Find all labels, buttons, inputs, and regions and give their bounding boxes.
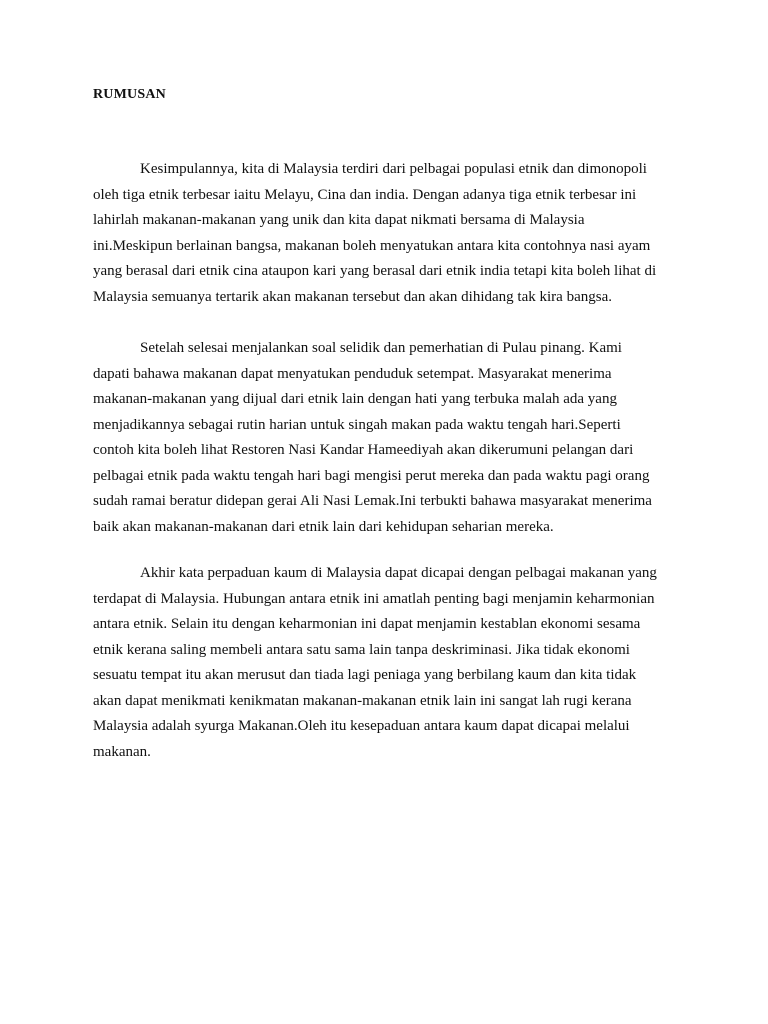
text-line: akan dapat menikmati kenikmatan makanan-makanan etnik lain ini sangat lah rugi kerana [93, 692, 632, 709]
text-line: menjadikannya sebagai rutin harian untuk singah makan pada waktu tengah hari.Seperti [93, 416, 621, 433]
text-line: Akhir kata perpaduan kaum di Malaysia dapat dicapai dengan pelbagai makanan yang [140, 565, 657, 581]
text-line: Kesimpulannya, kita di Malaysia terdiri dari pelbagai populasi etnik dan dimonopoli [140, 161, 647, 177]
text-line: makanan. [93, 743, 151, 760]
text-line: pelbagai etnik pada waktu tengah hari bagi mengisi perut mereka dan pada waktu pagi orang [93, 467, 650, 484]
text-line: etnik kerana saling membeli antara satu sama lain tanpa deskriminasi. Jika tidak ekonomi [93, 641, 630, 658]
text-line: terdapat di Malaysia. Hubungan antara etnik ini amatlah penting bagi menjamin keharmonian [93, 590, 655, 607]
text-line: Setelah selesai menjalankan soal selidik dan pemerhatian di Pulau pinang. Kami [140, 340, 622, 356]
text-line: antara etnik. Selain itu dengan keharmonian ini dapat menjamin kestablan ekonomi sesama [93, 616, 641, 632]
text-line: oleh tiga etnik terbesar iaitu Melayu, Cina dan india. Dengan adanya tiga etnik terbesar ini [93, 186, 637, 203]
text-line: ini.Meskipun berlainan bangsa, makanan boleh menyatukan antara kita contohnya nasi ayam [93, 237, 651, 254]
text-line: Malaysia semuanya tertarik akan makanan tersebut dan akan dihidang tak kira bangsa. [93, 288, 612, 305]
text-line: lahirlah makanan-makanan yang unik dan kita dapat nikmati bersama di Malaysia [93, 212, 585, 228]
paragraph-conclusion [93, 157, 681, 310]
text-line: Malaysia adalah syurga Makanan.Oleh itu kesepaduan antara kaum dapat dicapai melalui [93, 718, 630, 734]
paragraph-survey [93, 336, 681, 540]
document-heading: RUMUSAN [93, 87, 166, 102]
text-line: makanan-makanan yang dijual dari etnik lain dengan hati yang terbuka malah ada yang [93, 391, 617, 407]
text-line: sudah ramai beratur didepan gerai Ali Nasi Lemak.Ini terbukti bahawa masyarakat menerima [93, 493, 652, 509]
text-line: contoh kita boleh lihat Restoren Nasi Kandar Hameediyah akan dikerumuni pelangan dari [93, 442, 634, 458]
text-line: baik akan makanan-makanan dari etnik lain dari kehidupan seharian mereka. [93, 518, 554, 535]
text-line: sesuatu tempat itu akan merusut dan tiada lagi peniaga yang berbilang kaum dan kita tidak [93, 667, 637, 683]
text-line: dapati bahawa makanan dapat menyatukan penduduk setempat. Masyarakat menerima [93, 365, 612, 382]
paragraph-closing [93, 561, 681, 765]
text-line: yang berasal dari etnik cina ataupon kari yang berasal dari etnik india tetapi kita boleh lihat di [93, 263, 657, 279]
